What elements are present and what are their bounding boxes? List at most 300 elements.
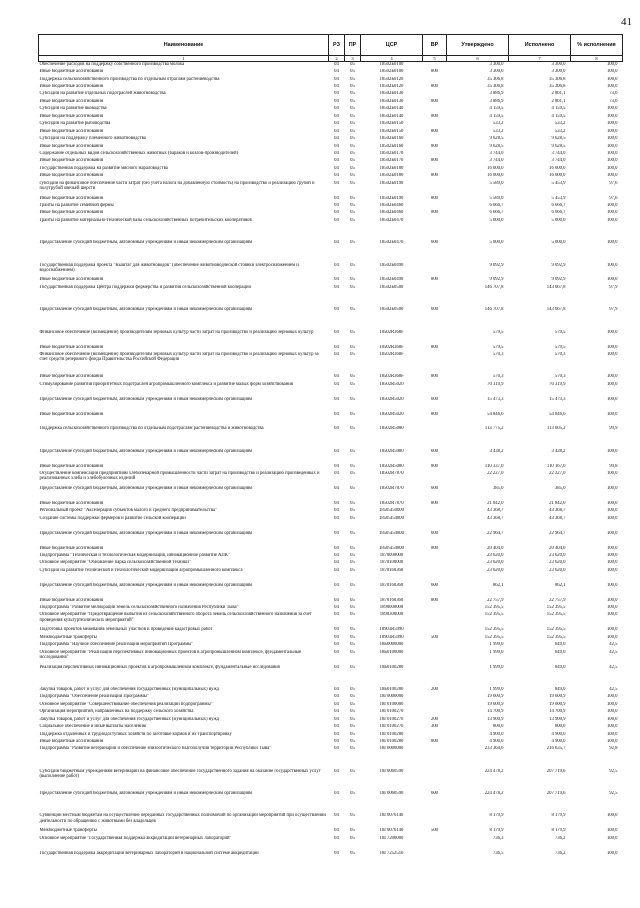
row-name: Субсидии на развитие рыбоводства xyxy=(39,121,111,127)
row-percent: 100,0 xyxy=(606,411,618,417)
table-row xyxy=(39,642,623,649)
row-rz: 04 xyxy=(334,173,339,179)
row-pr: 05 xyxy=(350,463,355,469)
row-pr: 05 xyxy=(350,664,355,670)
table-row xyxy=(39,166,623,173)
row-vr xyxy=(423,218,447,240)
row-approved: 23 620,0 xyxy=(487,567,504,573)
row-pr: 05 xyxy=(350,612,355,618)
table-row xyxy=(39,330,623,345)
table-row xyxy=(39,769,623,791)
row-pr: 05 xyxy=(350,217,355,223)
row-pr: 05 xyxy=(350,724,355,730)
row-vr: 800 xyxy=(430,69,439,75)
row-percent: 100,0 xyxy=(606,76,618,82)
row-executed: 4 159,5 xyxy=(551,106,566,112)
row-name: Иные бюджетные ассигнования xyxy=(39,195,103,201)
row-csr: 18502R5020 xyxy=(379,396,404,402)
row-percent: 97,6 xyxy=(609,180,618,186)
row-pr: 05 xyxy=(350,605,355,611)
row-percent: 100,0 xyxy=(606,545,618,551)
row-approved: 146 707,8 xyxy=(484,284,504,290)
row-percent: 100,0 xyxy=(606,106,618,112)
header-approved: Утверждено xyxy=(447,35,509,56)
row-rz: 04 xyxy=(334,642,339,648)
row-pr: 05 xyxy=(350,552,355,558)
row-executed: 9 628,5 xyxy=(551,143,566,149)
row-approved: 385,0 xyxy=(492,485,504,491)
row-vr: 800 xyxy=(430,597,439,603)
row-pr: 05 xyxy=(350,411,355,417)
row-csr: 18502R5080 xyxy=(379,426,404,432)
row-name: Иные бюджетные ассигнования xyxy=(39,113,103,119)
row-rz: 04 xyxy=(334,180,339,186)
table-row xyxy=(39,508,623,515)
row-approved: 5 000,0 xyxy=(489,217,504,223)
row-rz: 04 xyxy=(334,813,339,819)
row-pr: 05 xyxy=(350,121,355,127)
table-row xyxy=(39,746,623,768)
table-row xyxy=(39,471,623,486)
row-executed: 207 719,6 xyxy=(546,768,566,774)
row-pr: 05 xyxy=(350,173,355,179)
row-vr: 800 xyxy=(430,500,439,506)
row-vr xyxy=(423,285,447,307)
row-approved: 533,2 xyxy=(492,128,504,134)
row-percent: 100,0 xyxy=(606,277,618,283)
row-percent: 92,5 xyxy=(609,768,618,774)
row-name: Предоставление субсидий бюджетным, автономным учреждениям и иным некоммерческим организациям xyxy=(39,530,252,536)
row-name: Межбюджетные трансферты xyxy=(39,828,97,834)
table-row xyxy=(39,397,623,412)
row-name: Основное мероприятие "Предотвращение выбытия из сельскохозяйственного оборота земель сельскохозяйственного назначения за счет проведения культуртехнических мероприятий" xyxy=(39,612,312,623)
row-rz: 04 xyxy=(334,709,339,715)
row-name: Основное мероприятие "Реализация перспективных инновационных проектов в агропромышленном комплексе, фундаментальные исследования" xyxy=(39,649,302,660)
table-row xyxy=(39,694,623,701)
row-percent: 73,6 xyxy=(609,91,618,97)
row-approved: 3 438,2 xyxy=(489,448,504,454)
table-row xyxy=(39,412,623,427)
table-row xyxy=(39,277,623,284)
table-row xyxy=(39,836,623,851)
row-percent: 100,0 xyxy=(606,724,618,730)
row-csr: 18Г0100000 xyxy=(379,701,404,707)
row-rz: 04 xyxy=(334,724,339,730)
row-rz: 04 xyxy=(334,686,339,692)
row-csr: 18502Б0190 xyxy=(379,195,404,201)
row-name: Предоставление субсидий бюджетным, автономным учреждениям и иным некоммерческим организациям xyxy=(39,485,252,491)
row-percent: 100,0 xyxy=(606,612,618,618)
row-vr xyxy=(423,746,447,768)
row-pr: 05 xyxy=(350,701,355,707)
row-vr: 800 xyxy=(430,84,439,90)
row-executed: 207 719,6 xyxy=(546,791,566,797)
row-approved: 8 179,9 xyxy=(489,828,504,834)
row-executed: 14 700,9 xyxy=(549,709,566,715)
row-approved: 3 886,9 xyxy=(489,91,504,97)
row-name: Подпрограмма "Техническая и технологическая модернизация, инновационное развитие АПК" xyxy=(39,552,230,558)
row-executed: 6 666,7 xyxy=(551,203,566,209)
row-percent: 99,9 xyxy=(609,426,618,432)
column-number: 8 xyxy=(571,56,623,62)
row-vr xyxy=(423,665,447,687)
row-percent: 100,0 xyxy=(606,84,618,90)
budget-table xyxy=(38,34,623,858)
row-executed: 736,2 xyxy=(554,835,566,841)
table-row xyxy=(39,144,623,151)
row-name: Иные бюджетные ассигнования xyxy=(39,158,103,164)
row-percent: 100,0 xyxy=(606,374,618,380)
table-row xyxy=(39,583,623,598)
row-vr xyxy=(423,426,447,448)
row-executed: 849,0 xyxy=(554,649,566,655)
row-approved: 9 628,5 xyxy=(489,136,504,142)
row-vr: 800 xyxy=(430,143,439,149)
row-pr: 05 xyxy=(350,560,355,566)
column-number: 1 xyxy=(39,56,329,62)
row-approved: 152 395,5 xyxy=(484,612,504,618)
row-name: Межбюджетные трансферты xyxy=(39,634,97,640)
row-executed: 736,2 xyxy=(554,850,566,856)
row-rz: 04 xyxy=(334,121,339,127)
row-csr: 18Г0076140 xyxy=(379,828,404,834)
row-vr: 200 xyxy=(430,686,439,692)
row-percent: 100,0 xyxy=(606,158,618,164)
row-rz: 04 xyxy=(334,731,339,737)
row-rz: 04 xyxy=(334,694,339,700)
row-pr: 05 xyxy=(350,746,355,752)
row-executed: 23 620,0 xyxy=(549,552,566,558)
row-pr: 05 xyxy=(350,649,355,655)
row-approved: 23 620,0 xyxy=(487,560,504,566)
table-row xyxy=(39,464,623,471)
row-percent: 100,0 xyxy=(606,567,618,573)
row-vr: 600 xyxy=(430,485,439,491)
row-vr: 300 xyxy=(430,724,439,730)
row-pr: 05 xyxy=(350,515,355,521)
column-number: 4 xyxy=(361,56,423,62)
row-percent: 100,0 xyxy=(606,344,618,350)
row-rz: 04 xyxy=(334,768,339,774)
row-percent: 100,0 xyxy=(606,701,618,707)
row-pr: 05 xyxy=(350,351,355,357)
row-vr xyxy=(423,263,447,278)
row-csr: 1890000000 xyxy=(379,605,404,611)
row-percent: 100,0 xyxy=(606,694,618,700)
row-vr xyxy=(423,627,447,634)
row-csr: 18Г0100270 xyxy=(379,716,404,722)
header-row xyxy=(39,35,623,56)
row-rz: 04 xyxy=(334,329,339,335)
row-executed: 862,1 xyxy=(554,582,566,588)
row-executed: 152 395,5 xyxy=(546,605,566,611)
row-rz: 04 xyxy=(334,791,339,797)
row-percent: 100,0 xyxy=(606,605,618,611)
row-vr: 600 xyxy=(430,240,439,246)
table-row xyxy=(39,635,623,642)
row-csr: 18Б0100000 xyxy=(379,649,404,655)
table-row xyxy=(39,851,623,858)
row-pr: 05 xyxy=(350,426,355,432)
row-executed: 54 846,6 xyxy=(549,411,566,417)
row-percent: 100,0 xyxy=(606,69,618,75)
row-rz: 04 xyxy=(334,84,339,90)
row-csr: 18502R5080 xyxy=(379,463,404,469)
row-name: Предоставление субсидий бюджетным, автономным учреждениям и иным некоммерческим организациям xyxy=(39,582,252,588)
row-name: Иные бюджетные ассигнования xyxy=(39,69,103,75)
row-pr: 05 xyxy=(350,396,355,402)
row-csr: 18502Б0160 xyxy=(379,143,404,149)
table-row xyxy=(39,702,623,709)
row-approved: 570,3 xyxy=(492,374,504,380)
row-name: Гранты на развитие семейной фермы xyxy=(39,203,114,209)
column-number: 2 xyxy=(329,56,345,62)
row-executed: 20 404,0 xyxy=(549,545,566,551)
row-vr: 200 xyxy=(430,716,439,722)
table-row xyxy=(39,345,623,352)
row-approved: 3 886,9 xyxy=(489,98,504,104)
row-approved: 3 300,0 xyxy=(489,62,504,68)
row-rz: 04 xyxy=(334,828,339,834)
row-approved: 152 395,5 xyxy=(484,605,504,611)
row-rz: 04 xyxy=(334,128,339,134)
row-vr xyxy=(423,91,447,98)
row-approved: 233 364,6 xyxy=(484,746,504,752)
row-approved: 22 964,7 xyxy=(487,530,504,536)
row-rz: 04 xyxy=(334,530,339,536)
row-percent: 100,0 xyxy=(606,150,618,156)
row-pr: 05 xyxy=(350,634,355,640)
row-approved: 3 300,0 xyxy=(489,69,504,75)
row-rz: 04 xyxy=(334,664,339,670)
row-rz: 04 xyxy=(334,69,339,75)
row-csr: 18502Б0100 xyxy=(379,62,404,68)
row-executed: 35 306,8 xyxy=(549,84,566,90)
table-row xyxy=(39,203,623,210)
row-executed: 152 395,5 xyxy=(546,634,566,640)
row-name: Предоставление субсидий бюджетным, автономным учреждениям и иным некоммерческим организациям xyxy=(39,791,252,797)
header-vr: ВР xyxy=(423,35,447,56)
row-rz: 04 xyxy=(334,158,339,164)
table-row xyxy=(39,218,623,240)
row-pr: 05 xyxy=(350,307,355,313)
row-approved: 570,3 xyxy=(492,351,504,357)
row-pr: 05 xyxy=(350,113,355,119)
row-executed: 3 438,2 xyxy=(551,448,566,454)
row-name: Закупка товаров, работ и услуг для обеспечения государственных (муниципальных) нужд xyxy=(39,686,220,692)
row-name: Иные бюджетные ассигнования xyxy=(39,173,103,179)
table-row xyxy=(39,84,623,91)
row-csr: 1870160360 xyxy=(379,582,404,588)
row-approved: 43 368,7 xyxy=(487,515,504,521)
row-approved: 4 900,0 xyxy=(489,738,504,744)
row-csr: 18502R5080 xyxy=(379,448,404,454)
row-csr: 18502R7870 xyxy=(379,471,404,477)
row-rz: 04 xyxy=(334,500,339,506)
row-name: Осуществление компенсации предприятиям хлебопекарной промышленности части затрат на производство и реализацию произведенных и реализованных хлеба и хлебобулочных изделий xyxy=(39,471,320,482)
row-vr: 500 xyxy=(430,634,439,640)
row-csr: 18Г0100270 xyxy=(379,724,404,730)
row-rz: 04 xyxy=(334,649,339,655)
row-csr: 18Б0000000 xyxy=(379,642,404,648)
row-pr: 05 xyxy=(350,500,355,506)
row-rz: 04 xyxy=(334,195,339,201)
row-vr: 800 xyxy=(430,128,439,134)
table-row xyxy=(39,91,623,98)
table-row xyxy=(39,374,623,381)
row-vr: 800 xyxy=(430,411,439,417)
row-approved: 5 589,0 xyxy=(489,180,504,186)
row-vr xyxy=(423,553,447,560)
row-rz: 04 xyxy=(334,210,339,216)
row-pr: 05 xyxy=(350,731,355,737)
row-csr: 18502R5020 xyxy=(379,411,404,417)
row-pr: 05 xyxy=(350,716,355,722)
row-pr: 05 xyxy=(350,277,355,283)
row-pr: 05 xyxy=(350,686,355,692)
row-csr: 18Г0060590 xyxy=(379,768,404,774)
row-executed: 800,0 xyxy=(554,724,566,730)
row-vr xyxy=(423,352,447,374)
table-row xyxy=(39,612,623,627)
row-executed: 19 600,9 xyxy=(549,701,566,707)
row-rz: 04 xyxy=(334,738,339,744)
row-rz: 04 xyxy=(334,582,339,588)
row-percent: 100,0 xyxy=(606,471,618,477)
row-csr: 18502Б0180 xyxy=(379,173,404,179)
row-vr xyxy=(423,605,447,612)
row-pr: 05 xyxy=(350,828,355,834)
header-executed: Исполнено xyxy=(509,35,571,56)
row-pr: 05 xyxy=(350,106,355,112)
row-vr: 800 xyxy=(430,98,439,104)
row-executed: 43 368,7 xyxy=(549,515,566,521)
column-number: 7 xyxy=(509,56,571,62)
row-vr xyxy=(423,508,447,515)
row-percent: 42,5 xyxy=(609,649,618,655)
row-name: Субсидии на развитие технической и технологической модернизации агропромышленного комплекса xyxy=(39,567,243,573)
row-name: Поддержка сельскохозяйственного производства по отдельным отраслям растениеводства xyxy=(39,76,220,82)
row-csr: 18Г0076140 xyxy=(379,813,404,819)
table-row xyxy=(39,181,623,196)
row-rz: 04 xyxy=(334,165,339,171)
row-approved: 5 000,0 xyxy=(489,240,504,246)
row-name: Субсидии бюджетным учреждениям ветеринарии на финансовое обеспечение государственного задания на оказание государственных услуг (выполнение работ) xyxy=(39,768,321,779)
row-csr: 18502Б0460 xyxy=(379,210,404,216)
row-rz: 04 xyxy=(334,627,339,633)
row-pr: 05 xyxy=(350,835,355,841)
row-csr: 18Г7252510 xyxy=(379,850,404,856)
row-approved: 22 227,0 xyxy=(487,471,504,477)
row-pr: 05 xyxy=(350,329,355,335)
table-row xyxy=(39,553,623,560)
column-number: 6 xyxy=(447,56,509,62)
row-name: Социальное обеспечение и иные выплаты населению xyxy=(39,724,147,730)
row-csr: 18502Б0490 xyxy=(379,277,404,283)
row-name: Иные бюджетные ассигнования xyxy=(39,597,103,603)
row-rz: 04 xyxy=(334,411,339,417)
row-name: Обеспечение расходов на поддержку собственного производства молока xyxy=(39,62,185,68)
row-name: Подпрограмма "Развитие мелиорации земель сельскохозяйственного назначения Республики Тыва" xyxy=(39,605,239,611)
row-name: Основное мероприятие "Совершенствование обеспечения реализации подпрограммы" xyxy=(39,701,213,707)
row-executed: 533,2 xyxy=(554,128,566,134)
row-executed: 16 000,0 xyxy=(549,173,566,179)
row-approved: 16 000,0 xyxy=(487,173,504,179)
row-name: Иные бюджетные ассигнования xyxy=(39,411,103,417)
row-vr xyxy=(423,612,447,627)
row-csr: 18502Б0460 xyxy=(379,203,404,209)
row-csr: 18502R7870 xyxy=(379,485,404,491)
row-executed: 849,0 xyxy=(554,664,566,670)
row-csr: 18502Б0120 xyxy=(379,76,404,82)
row-executed: 9 092,9 xyxy=(551,262,566,268)
row-vr xyxy=(423,136,447,143)
table-row xyxy=(39,546,623,553)
row-rz: 04 xyxy=(334,701,339,707)
row-csr: 18502R368F xyxy=(379,329,404,335)
row-percent: 100,0 xyxy=(606,240,618,246)
row-pr: 05 xyxy=(350,530,355,536)
table-row xyxy=(39,114,623,121)
row-csr: 18505I54800 xyxy=(379,530,404,536)
row-executed: 152 395,5 xyxy=(546,612,566,618)
row-pr: 05 xyxy=(350,738,355,744)
row-rz: 04 xyxy=(334,552,339,558)
row-rz: 04 xyxy=(334,284,339,290)
row-percent: 100,0 xyxy=(606,508,618,514)
row-rz: 04 xyxy=(334,463,339,469)
row-vr xyxy=(423,694,447,701)
row-percent: 100,0 xyxy=(606,203,618,209)
row-executed: 22 964,7 xyxy=(549,530,566,536)
row-name: Иные бюджетные ассигнования xyxy=(39,344,103,350)
row-name: Государственная поддержка аккредитации ветеринарных лабораторий в национальной системе аккредитации xyxy=(39,850,259,856)
row-approved: 3 744,0 xyxy=(489,158,504,164)
row-name: Иные бюджетные ассигнования xyxy=(39,277,103,283)
row-csr: 18Г0000000 xyxy=(379,746,404,752)
table-row xyxy=(39,813,623,828)
row-approved: 9 092,9 xyxy=(489,277,504,283)
row-csr: 18Б0100280 xyxy=(379,664,404,670)
row-rz: 04 xyxy=(334,560,339,566)
table-row xyxy=(39,129,623,136)
row-name: Основное мероприятие "Государственная поддержка аккредитации ветеринарных лабораторий" xyxy=(39,835,232,841)
row-approved: 3 744,0 xyxy=(489,150,504,156)
row-percent: 100,0 xyxy=(606,552,618,558)
row-vr xyxy=(423,106,447,113)
row-name: Государственная поддержка на развитие мясного мараловодства xyxy=(39,165,168,171)
row-executed: 5 000,0 xyxy=(551,240,566,246)
table-row xyxy=(39,627,623,634)
row-pr: 05 xyxy=(350,91,355,97)
table-row xyxy=(39,263,623,278)
row-rz: 04 xyxy=(334,374,339,380)
row-executed: 216 635,7 xyxy=(546,746,566,752)
row-name: Иные бюджетные ассигнования xyxy=(39,128,103,134)
row-pr: 05 xyxy=(350,508,355,514)
table-row xyxy=(39,99,623,106)
row-approved: 862,1 xyxy=(492,582,504,588)
row-percent: 100,0 xyxy=(606,121,618,127)
row-executed: 22 227,0 xyxy=(549,471,566,477)
row-executed: 3 300,0 xyxy=(551,62,566,68)
row-vr xyxy=(423,560,447,567)
row-approved: 6 666,7 xyxy=(489,210,504,216)
row-executed: 15 473,3 xyxy=(549,396,566,402)
row-vr: 800 xyxy=(430,545,439,551)
row-csr: 18Г7200000 xyxy=(379,835,404,841)
row-percent: 100,0 xyxy=(606,113,618,119)
